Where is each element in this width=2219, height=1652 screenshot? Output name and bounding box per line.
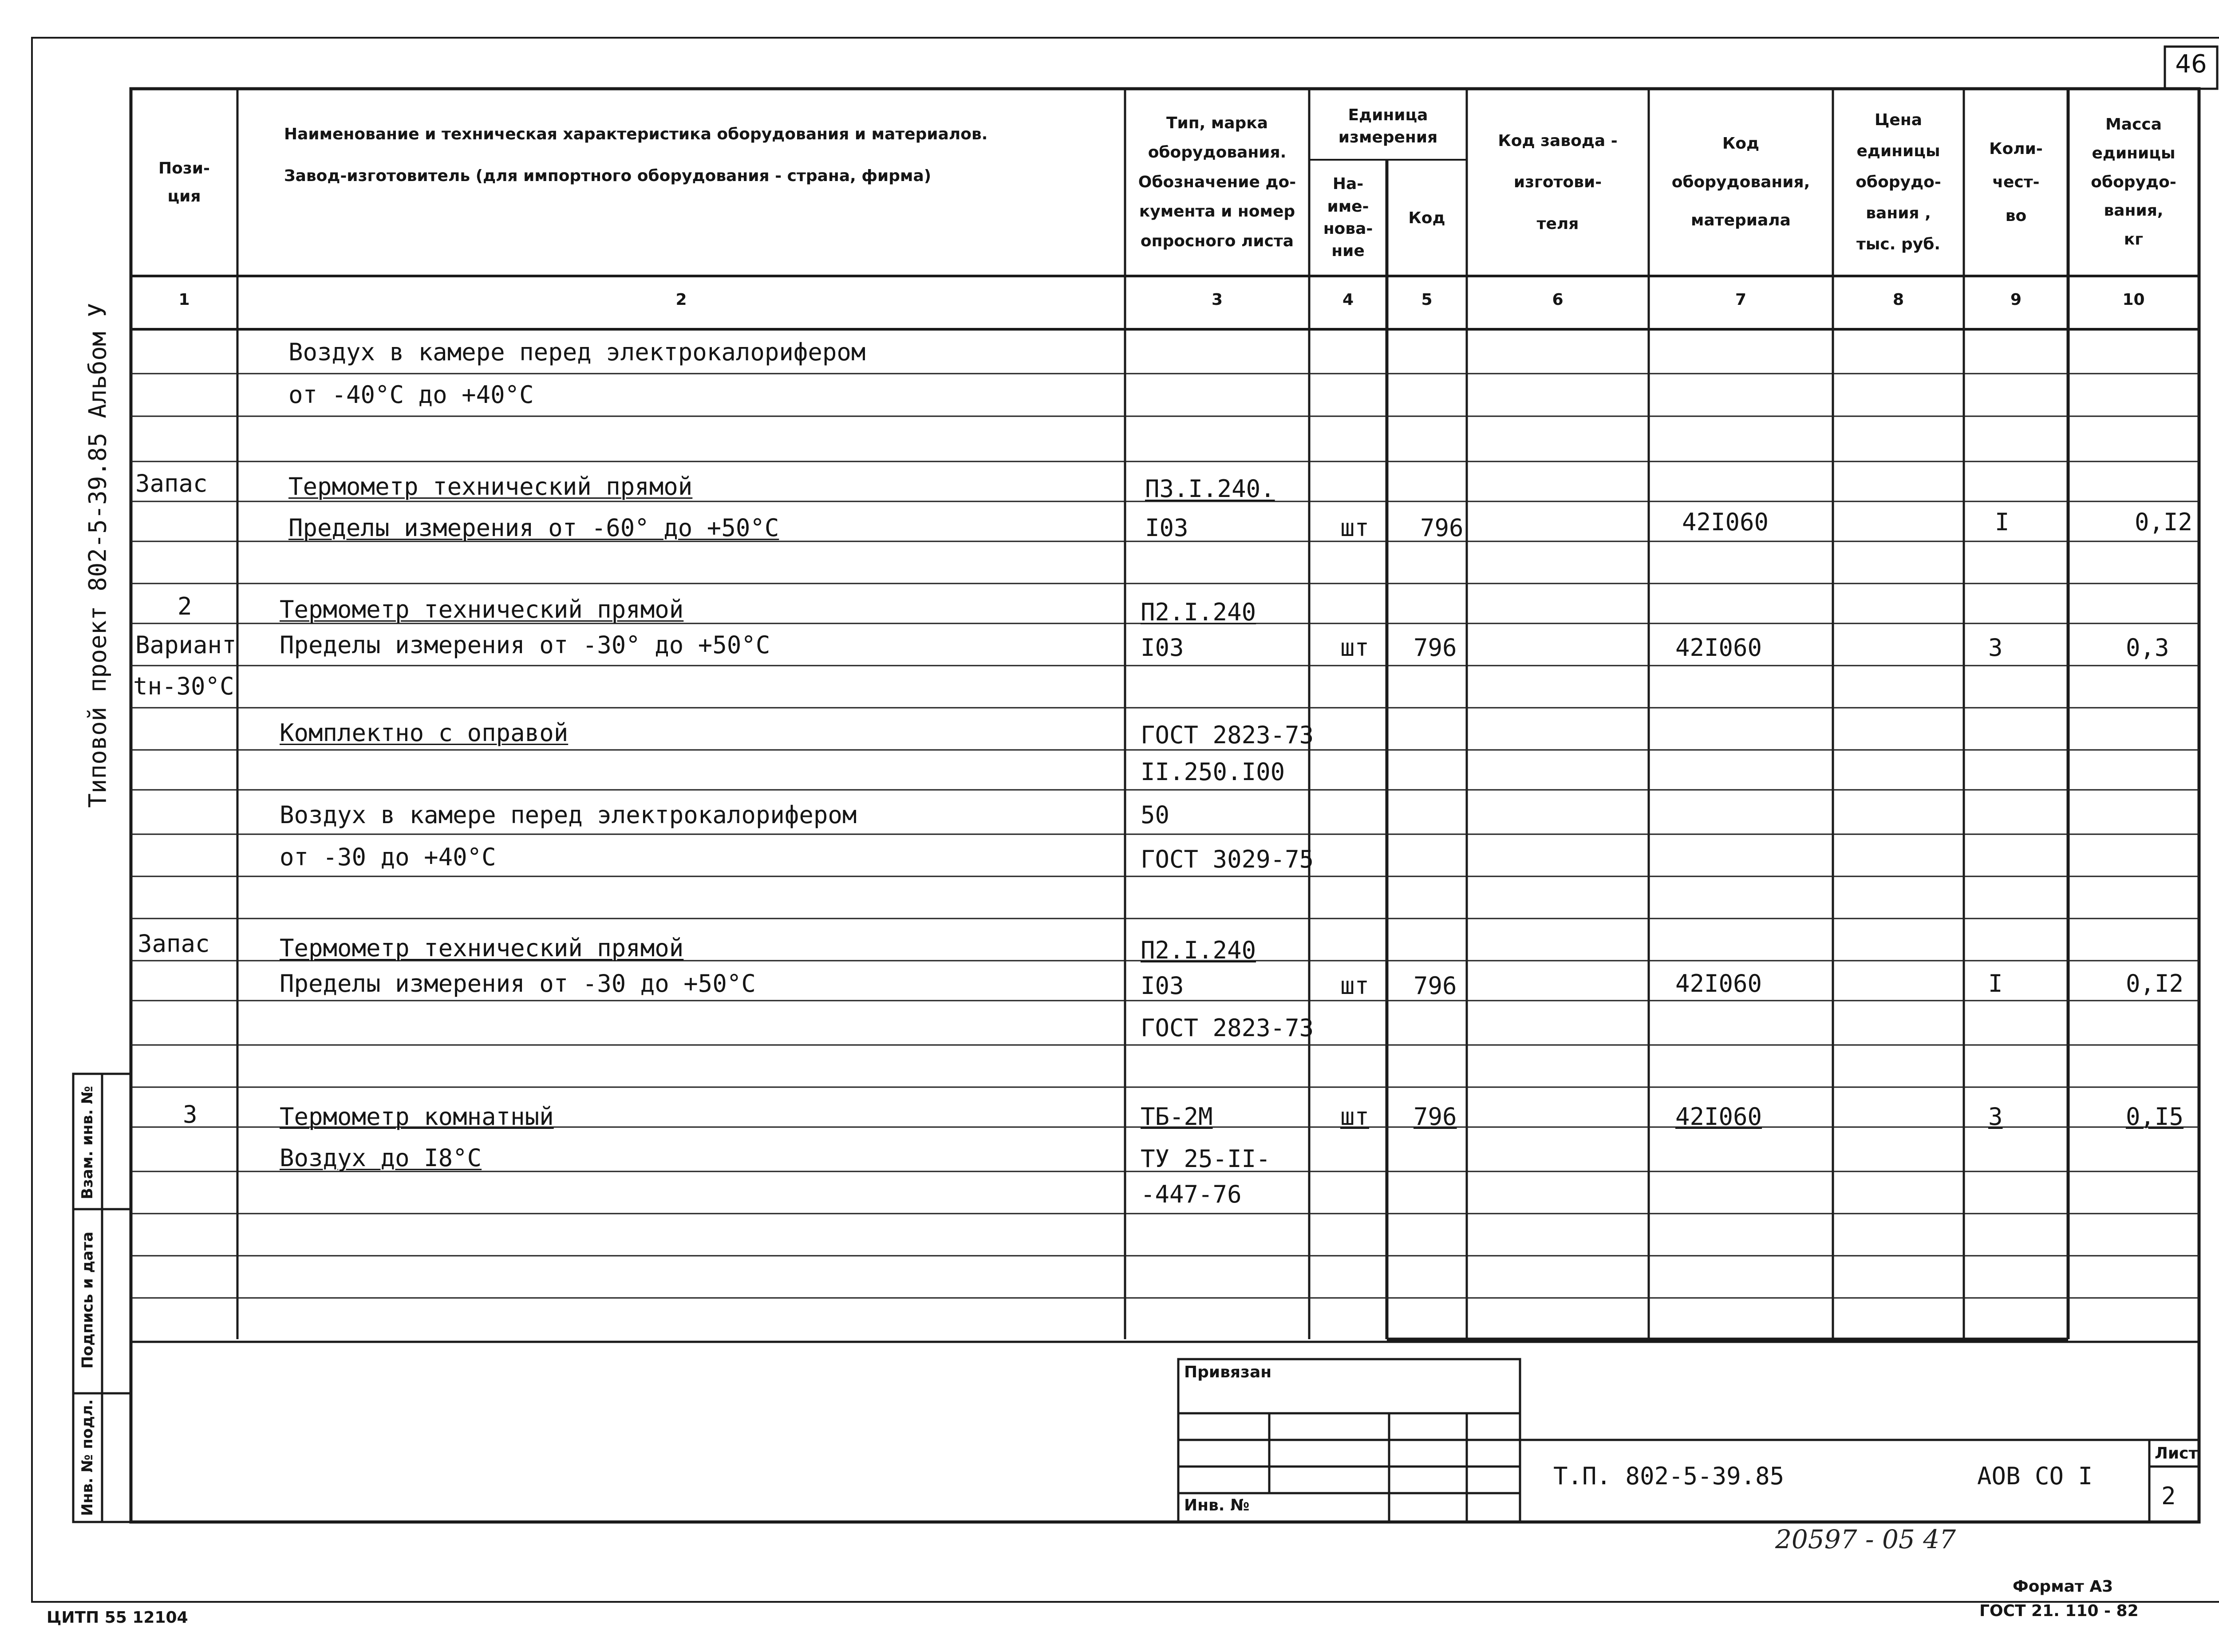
header-unit-code: Код [1408,209,1445,227]
stamp-vzam-inv: Взам. инв. № [79,1086,96,1199]
row15-mass: 0,I5 [2126,1103,2184,1131]
row11-type: ГОСТ 3029-75 [1141,845,1314,873]
row6-mass: 0,3 [2126,634,2169,662]
row4-name: Пределы измерения от -60° до +50°С [288,514,779,542]
row15-name: Термометр комнатный [280,1103,554,1131]
row3-position: Запас [135,469,208,497]
row15-qty: 3 [1988,1103,2003,1131]
row4-type: I03 [1145,514,1188,542]
row15-unit: шт [1340,1103,1370,1131]
col-number-9: 9 [2010,291,2022,309]
stamp-document-code: АОВ СО I [1977,1462,2093,1490]
header-unit: Единица измерения [1338,106,1438,146]
row13-unit: шт [1340,972,1370,1000]
row6-equip: 42I060 [1675,634,1762,662]
stamp-privyazan: Привязан [1184,1363,1272,1381]
header-type: Тип, марка оборудования. Обозначение до- кумента и номер опросного листа [1138,114,1296,250]
row3-type: П3.I.240. [1145,475,1275,503]
row12-position: Запас [138,930,210,958]
col-number-2: 2 [675,291,687,309]
gost-label: ГОСТ 21. 110 - 82 [1979,1602,2139,1620]
col-number-3: 3 [1211,291,1223,309]
stamp-list-value: 2 [2161,1482,2176,1510]
row16-type: ТУ 25-II- [1141,1145,1271,1173]
header-price: Цена единицы оборудо- вания , тыс. руб. [1856,110,1941,254]
header-name: Наименование и техническая характеристика оборудования и материалов. Завод-изготовитель (для импортного оборудования - страна, фирма) [284,125,988,185]
col-number-4: 4 [1342,291,1354,309]
printer-label: ЦИТП 55 12104 [47,1609,188,1627]
row5-name: Термометр технический прямой [280,595,684,623]
row6-qty: 3 [1988,634,2003,662]
col-number-8: 8 [1892,291,1904,309]
header-factory-code: Код завода - изготови- теля [1498,131,1618,233]
row8-type: ГОСТ 2823-73 [1141,721,1314,749]
row6-type: I03 [1141,634,1184,662]
col-number-7: 7 [1735,291,1747,309]
row12-type: П2.I.240 [1141,936,1256,964]
row12-name: Термометр технический прямой [280,934,684,962]
row15-type: ТБ-2М [1141,1103,1213,1131]
stamp-project-number: Т.П. 802-5-39.85 [1553,1462,1785,1490]
row11-name: от -30 до +40°С [280,843,496,871]
row15-code: 796 [1414,1103,1457,1131]
row6-position: Вариант [135,631,237,659]
row2-name: от -40°С до +40°С [288,381,534,409]
row1-name: Воздух в камере перед электрокалорифером [288,338,866,366]
row13-code: 796 [1414,972,1457,1000]
header-equipment-code: Код оборудования, материала [1671,134,1810,230]
row10-type: 50 [1141,801,1170,829]
sheet-number-top: 46 [2175,50,2207,79]
row4-mass: 0,I2 [2135,508,2193,536]
row17-type: -447-76 [1141,1180,1242,1208]
row6-unit: шт [1340,634,1370,662]
row5-type: П2.I.240 [1141,598,1256,626]
row13-equip: 42I060 [1675,970,1762,998]
row15-equip: 42I060 [1675,1103,1762,1131]
stamp-podpis-data: Подпись и дата [79,1231,97,1369]
row3-name: Термометр технический прямой [288,473,693,501]
stamp-list-label: Лист [2155,1444,2198,1463]
row6-code: 796 [1414,634,1457,662]
header-mass: Масса единицы оборудо- вания, кг [2091,115,2176,249]
row14-type: ГОСТ 2823-73 [1141,1014,1314,1042]
header-quantity: Коли- чест- во [1989,139,2043,225]
row8-name: Комплектно с оправой [280,719,569,747]
row6-name: Пределы измерения от -30° до +50°С [280,631,770,659]
row9-type: II.250.I00 [1141,758,1285,786]
header-unit-name: На- име- нова- ние [1323,175,1373,260]
format-label: Формат А3 [2013,1577,2113,1596]
row13-name: Пределы измерения от -30 до +50°С [280,970,756,998]
row4-code: 796 [1420,514,1464,542]
row13-type: I03 [1141,972,1184,1000]
row13-qty: I [1988,970,2003,998]
row10-name: Воздух в камере перед электрокалорифером [280,801,857,829]
row4-unit: шт [1340,514,1370,542]
col-number-10: 10 [2122,291,2145,309]
col-number-1: 1 [178,291,190,309]
row15-position: 3 [183,1100,197,1128]
row5-position: 2 [178,592,192,620]
row13-mass: 0,I2 [2126,970,2184,998]
handwritten-number: 20597 - 05 47 [1775,1524,1956,1554]
side-project-label: Типовой проект 802-5-39.85 Альбом У [83,303,112,808]
row4-equip: 42I060 [1682,508,1769,536]
col-number-6: 6 [1552,291,1564,309]
row16-name: Воздух до I8°С [280,1144,482,1172]
header-position: Пози- ция [158,159,210,205]
row4-qty: I [1995,508,2010,536]
col-number-5: 5 [1421,291,1433,309]
row7-position: tн-30°С [133,672,234,700]
stamp-inv-no: Инв. № [1184,1496,1250,1514]
stamp-inv-podl: Инв. № подл. [79,1399,96,1516]
